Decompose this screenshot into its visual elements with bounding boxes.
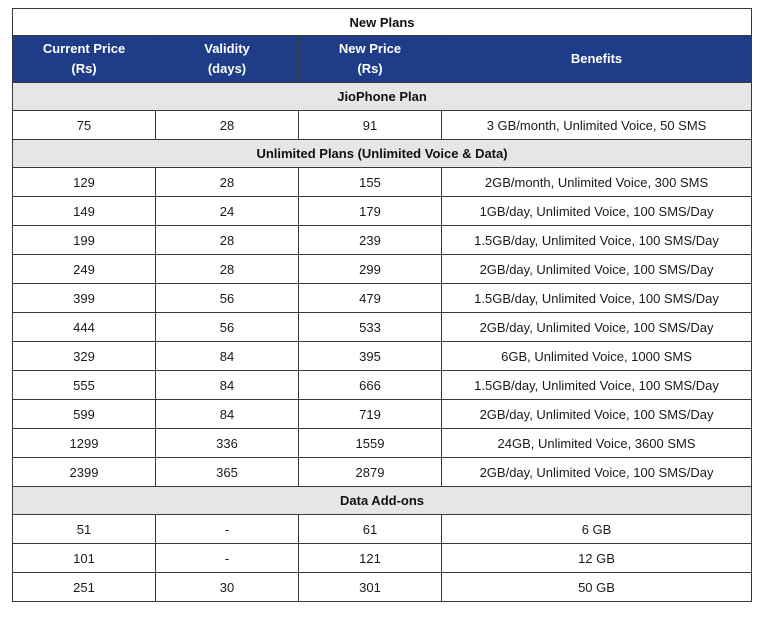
table-row [13,284,752,313]
current-price-cell: 444 [13,313,156,342]
current-price-cell: 51 [13,515,156,544]
benefits-cell: 2GB/month, Unlimited Voice, 300 SMS [442,168,752,197]
benefits-cell: 6 GB [442,515,752,544]
current-price-cell: 399 [13,284,156,313]
table-row [13,197,752,226]
benefits-cell: 12 GB [442,544,752,573]
current-price-cell: 2399 [13,458,156,487]
table-row [13,429,752,458]
benefits-cell: 50 GB [442,573,752,602]
table-row [13,226,752,255]
plans-table [12,8,752,602]
section-header-row [13,487,752,515]
benefits-cell: 1GB/day, Unlimited Voice, 100 SMS/Day [442,197,752,226]
table-row [13,313,752,342]
current-price-cell: 101 [13,544,156,573]
table-row [13,515,752,544]
title-row [13,9,752,36]
table-row [13,400,752,429]
benefits-cell: 6GB, Unlimited Voice, 1000 SMS [442,342,752,371]
new-price-cell: 121 [299,544,442,573]
benefits-cell: 1.5GB/day, Unlimited Voice, 100 SMS/Day [442,371,752,400]
current-price-cell: 75 [13,111,156,140]
validity-cell: 365 [156,458,299,487]
column-header-new-price [299,36,442,83]
new-price-cell: 239 [299,226,442,255]
new-price-cell: 479 [299,284,442,313]
validity-cell: 56 [156,284,299,313]
table-row [13,458,752,487]
column-header-validity [156,36,299,83]
current-price-cell: 249 [13,255,156,284]
benefits-cell: 2GB/day, Unlimited Voice, 100 SMS/Day [442,400,752,429]
new-price-cell: 301 [299,573,442,602]
column-header-line: Current Price [42,41,126,56]
table-row [13,111,752,140]
new-price-cell: 155 [299,168,442,197]
table-row [13,168,752,197]
benefits-cell: 1.5GB/day, Unlimited Voice, 100 SMS/Day [442,284,752,313]
benefits-cell: 2GB/day, Unlimited Voice, 100 SMS/Day [442,458,752,487]
new-price-cell: 666 [299,371,442,400]
new-price-cell: 91 [299,111,442,140]
validity-cell: 30 [156,573,299,602]
new-price-cell: 533 [299,313,442,342]
current-price-cell: 251 [13,573,156,602]
validity-cell: 28 [156,226,299,255]
table-title: New Plans [13,9,752,36]
column-header-line: (Rs) [357,61,383,76]
validity-cell: 84 [156,400,299,429]
column-header-current-price [13,36,156,83]
validity-cell: - [156,544,299,573]
column-header-line: Validity [204,41,250,56]
column-header-line: (Rs) [71,61,97,76]
column-header-line: (days) [207,61,247,76]
validity-cell: 24 [156,197,299,226]
validity-cell: 28 [156,255,299,284]
column-header-row [13,36,752,83]
benefits-cell: 2GB/day, Unlimited Voice, 100 SMS/Day [442,313,752,342]
validity-cell: 56 [156,313,299,342]
new-price-cell: 1559 [299,429,442,458]
section-title: Unlimited Plans (Unlimited Voice & Data) [13,140,752,168]
current-price-cell: 599 [13,400,156,429]
table-row [13,255,752,284]
benefits-cell: 24GB, Unlimited Voice, 3600 SMS [442,429,752,458]
validity-cell: 28 [156,168,299,197]
table-row [13,573,752,602]
column-header-benefits [442,36,752,83]
new-price-cell: 395 [299,342,442,371]
current-price-cell: 1299 [13,429,156,458]
new-price-cell: 61 [299,515,442,544]
current-price-cell: 129 [13,168,156,197]
new-price-cell: 719 [299,400,442,429]
current-price-cell: 555 [13,371,156,400]
table-row [13,342,752,371]
validity-cell: - [156,515,299,544]
section-header-row [13,83,752,111]
section-header-row [13,140,752,168]
column-header-line: Benefits [570,51,623,66]
column-header-line: New Price [338,41,402,56]
validity-cell: 84 [156,342,299,371]
validity-cell: 84 [156,371,299,400]
plans-table-body [13,9,752,602]
current-price-cell: 149 [13,197,156,226]
current-price-cell: 199 [13,226,156,255]
new-price-cell: 179 [299,197,442,226]
table-row [13,371,752,400]
section-title: Data Add-ons [13,487,752,515]
benefits-cell: 1.5GB/day, Unlimited Voice, 100 SMS/Day [442,226,752,255]
benefits-cell: 3 GB/month, Unlimited Voice, 50 SMS [442,111,752,140]
validity-cell: 336 [156,429,299,458]
table-row [13,544,752,573]
section-title: JioPhone Plan [13,83,752,111]
new-price-cell: 2879 [299,458,442,487]
current-price-cell: 329 [13,342,156,371]
benefits-cell: 2GB/day, Unlimited Voice, 100 SMS/Day [442,255,752,284]
validity-cell: 28 [156,111,299,140]
new-price-cell: 299 [299,255,442,284]
